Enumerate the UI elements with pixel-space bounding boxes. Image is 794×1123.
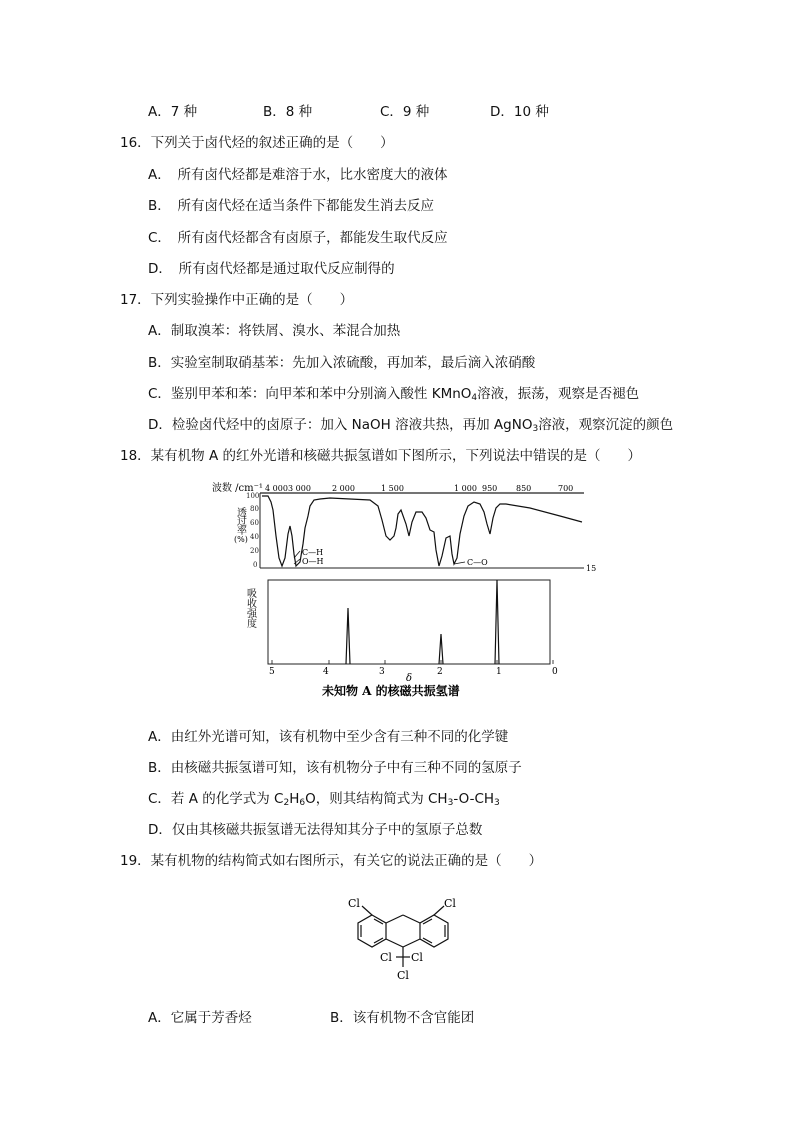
q18-option-c-mid: O，则其结构简式为 CH [305, 791, 448, 807]
nmr-peak-3 [495, 580, 499, 664]
ir-ylabel-2: 过 [237, 517, 247, 528]
nmr-peak-1 [346, 608, 350, 664]
ir-right-label: 15 [586, 564, 597, 573]
q17-stem: 17．下列实验操作中正确的是（ ） [120, 292, 354, 308]
atom-cl-ccl3-bottom: Cl [397, 969, 409, 982]
nmr-xtick-3: 3 [379, 667, 385, 677]
nmr-spectrum [247, 580, 558, 698]
q17-option-c [148, 385, 639, 403]
atom-cl-left: Cl [348, 897, 360, 910]
spectra-figure [210, 478, 610, 703]
ir-tick-850: 850 [516, 484, 532, 493]
ir-tick-2000: 2 000 [332, 484, 355, 493]
q18-option-b: B．由核磁共振氢谱可知，该有机物分子中有三种不同的氢原子 [148, 760, 522, 776]
nmr-caption: 未知物 A 的核磁共振氢谱 [322, 684, 460, 698]
q16-option-a: A． 所有卤代烃都是难溶于水，比水密度大的液体 [148, 167, 448, 183]
ir-ylabel-1: 透 [237, 508, 247, 519]
q18-option-c-och: -O-CH [453, 791, 495, 807]
nmr-xtick-0: 0 [552, 667, 558, 677]
q15-option-a: A．7 种 [148, 104, 198, 120]
ir-tick-700: 700 [558, 484, 574, 493]
ir-tick-4000: 4 000 [265, 484, 288, 493]
q16-option-b: B． 所有卤代烃在适当条件下都能发生消去反应 [148, 198, 435, 214]
nmr-xtick-5: 5 [269, 667, 275, 677]
q18-sub-h6: 6 [299, 798, 306, 808]
ir-ytick-20: 20 [250, 547, 259, 555]
q19-option-a: A．它属于芳香烃 [148, 1010, 252, 1026]
q18-sub-ch3b: 3 [494, 798, 500, 808]
q17-option-c-text: C．鉴别甲苯和苯：向甲苯和苯中分别滴入酸性 KMnO [148, 386, 472, 402]
q18-stem: 18．某有机物 A 的红外光谱和核磁共振氢谱如下图所示，下列说法中错误的是（ ） [120, 448, 641, 464]
structure-diagram [340, 893, 480, 988]
q18-option-a: A．由红外光谱可知，该有机物中至少含有三种不同的化学键 [148, 729, 509, 745]
nmr-ylabel-3: 强 [247, 609, 257, 620]
ir-tick-3000: 3 000 [288, 484, 311, 493]
q18-option-c [148, 790, 500, 808]
nmr-ylabel-4: 度 [247, 619, 257, 630]
q18-sub-ch3a: 3 [447, 798, 454, 808]
q16-stem: 16．下列关于卤代烃的叙述正确的是（ ） [120, 135, 394, 151]
ir-tick-1500: 1 500 [381, 484, 404, 493]
atom-cl-ccl3-left: Cl [380, 951, 392, 964]
q17-option-d-text: D．检验卤代烃中的卤原子：加入 NaOH 溶液共热，再加 AgNO [148, 417, 533, 433]
ir-spectrum [212, 481, 596, 573]
q17-option-a: A．制取溴苯：将铁屑、溴水、苯混合加热 [148, 323, 401, 339]
q19-stem: 19．某有机物的结构简式如右图所示，有关它的说法正确的是（ ） [120, 853, 543, 869]
q18-option-c-text: C．若 A 的化学式为 C [148, 791, 284, 807]
q17-option-d-sub: 3 [532, 424, 539, 434]
ir-ytick-80: 80 [250, 505, 259, 513]
nmr-xtick-1: 1 [496, 667, 502, 677]
ir-ylabel-4: (%) [234, 535, 248, 544]
q16-option-d: D． 所有卤代烃都是通过取代反应制得的 [148, 261, 395, 277]
ir-ylabel-3: 率 [237, 526, 247, 537]
ir-bond-co: C—O [467, 558, 488, 567]
ir-ytick-100: 100 [246, 492, 260, 500]
ir-bond-ch: C—H [302, 548, 324, 557]
ir-ytick-60: 60 [250, 519, 259, 527]
q15-option-d: D．10 种 [490, 104, 549, 120]
q17-option-d-tail: 溶液，观察沉淀的颜色 [538, 417, 674, 433]
q15-option-b: B．8 种 [263, 104, 313, 120]
nmr-ylabel-1: 吸 [247, 589, 257, 600]
ir-tick-1000: 1 000 [454, 484, 477, 493]
nmr-ylabel-2: 收 [247, 599, 257, 610]
ir-bond-oh: O—H [302, 557, 324, 566]
q17-option-c-tail: 溶液，振荡，观察是否褪色 [477, 386, 640, 402]
nmr-xtick-2: 2 [437, 667, 443, 677]
nmr-delta-label: δ [406, 673, 413, 684]
ir-axis-label: 波数 /cm⁻¹ [212, 483, 263, 494]
q17-option-c-sub: 4 [471, 393, 478, 403]
q16-option-c: C． 所有卤代烃都含有卤原子，都能发生取代反应 [148, 230, 448, 246]
q18-option-c-h: H [289, 791, 300, 807]
nmr-xtick-4: 4 [323, 667, 329, 677]
q17-option-b: B．实验室制取硝基苯：先加入浓硫酸，再加苯，最后滴入浓硝酸 [148, 355, 536, 371]
q17-option-d [148, 416, 673, 434]
ir-tick-950: 950 [482, 484, 498, 493]
atom-cl-ccl3-right: Cl [411, 951, 423, 964]
q18-option-d: D．仅由其核磁共振氢谱无法得知其分子中的氢原子总数 [148, 822, 483, 838]
ir-ytick-40: 40 [250, 533, 259, 541]
q15-option-c: C．9 种 [380, 104, 430, 120]
q19-option-b: B．该有机物不含官能团 [330, 1010, 475, 1026]
atom-cl-right: Cl [444, 897, 456, 910]
ir-ytick-0: 0 [253, 561, 258, 569]
nmr-peak-2 [439, 634, 443, 664]
q18-sub-c2: 2 [283, 798, 290, 808]
